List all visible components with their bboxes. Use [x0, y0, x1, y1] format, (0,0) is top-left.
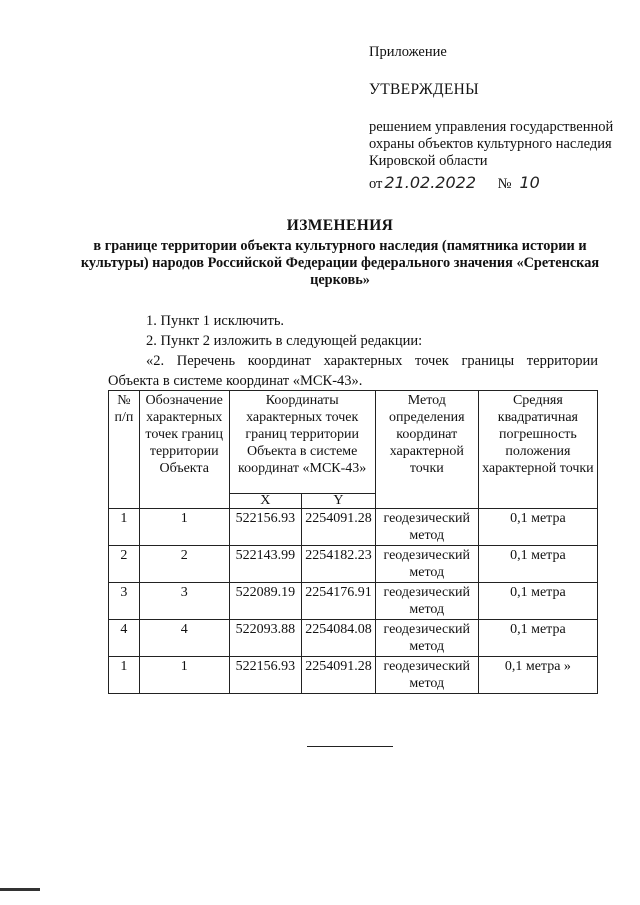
table-row [109, 583, 598, 620]
header-num: № п/п [109, 391, 140, 509]
cell-point: 2 [139, 546, 229, 583]
cell-y: 2254091.28 [302, 509, 376, 546]
cell-method: геодезический метод [375, 657, 478, 694]
cell-error: 0,1 метра [478, 583, 597, 620]
header-coords: Координаты характерных точек границ территории Объекта в системе координат «МСК-43» [229, 391, 375, 494]
from-label: от [369, 176, 383, 192]
header-x: X [229, 494, 302, 509]
cell-x: 522093.88 [229, 620, 302, 657]
cell-point: 1 [139, 657, 229, 694]
cell-y: 2254182.23 [302, 546, 376, 583]
cell-y: 2254176.91 [302, 583, 376, 620]
cell-x: 522156.93 [229, 509, 302, 546]
header-method: Метод определения координат характерной точки [375, 391, 478, 509]
cell-y: 2254091.28 [302, 657, 376, 694]
annex-label: Приложение [369, 44, 447, 60]
cell-point: 1 [139, 509, 229, 546]
cell-error: 0,1 метра [478, 620, 597, 657]
scan-edge-mark [0, 888, 40, 891]
approved-label: УТВЕРЖДЕНЫ [369, 81, 479, 98]
cell-point: 3 [139, 583, 229, 620]
handwritten-number: 10 [519, 173, 540, 192]
cell-method: геодезический метод [375, 509, 478, 546]
paragraph-2: 2. Пункт 2 изложить в следующей редакции: [146, 333, 423, 349]
table-row [109, 657, 598, 694]
cell-method: геодезический метод [375, 546, 478, 583]
cell-method: геодезический метод [375, 583, 478, 620]
cell-num: 1 [109, 657, 140, 694]
body-text [108, 311, 598, 391]
table-row [109, 546, 598, 583]
document-title: ИЗМЕНЕНИЯ [286, 217, 394, 234]
cell-num: 4 [109, 620, 140, 657]
handwritten-date: 21.02.2022 [384, 173, 477, 192]
table-row [109, 509, 598, 546]
cell-error: 0,1 метра » [478, 657, 597, 694]
cell-x: 522143.99 [229, 546, 302, 583]
cell-x: 522156.93 [229, 657, 302, 694]
cell-x: 522089.19 [229, 583, 302, 620]
header-error: Средняя квадратичная погрешность положения характерной точки [478, 391, 597, 509]
paragraph-3: «2. Перечень координат характерных точек границы территории Объекта в системе координат «МСК-43». [108, 353, 598, 389]
cell-point: 4 [139, 620, 229, 657]
header-designation: Обозначение характерных точек границ территории Объекта [139, 391, 229, 509]
paragraph-1: 1. Пункт 1 исключить. [146, 313, 285, 329]
date-number-line [369, 174, 619, 193]
cell-num: 3 [109, 583, 140, 620]
document-heading [80, 216, 600, 289]
coordinates-table [108, 390, 598, 694]
cell-num: 2 [109, 546, 140, 583]
cell-method: геодезический метод [375, 620, 478, 657]
closing-divider [307, 746, 393, 747]
cell-error: 0,1 метра [478, 509, 597, 546]
number-label: № [497, 176, 512, 192]
cell-y: 2254084.08 [302, 620, 376, 657]
decision-text: решением управления государственной охраны объектов культурного наследия Кировской области [369, 119, 614, 169]
table-row [109, 620, 598, 657]
approval-block [369, 44, 619, 193]
header-y: Y [302, 494, 376, 509]
cell-num: 1 [109, 509, 140, 546]
cell-error: 0,1 метра [478, 546, 597, 583]
document-subtitle: в границе территории объекта культурного наследия (памятника истории и культуры) народов Российской Федерации федерального значения «Сретенская церковь» [80, 238, 600, 288]
